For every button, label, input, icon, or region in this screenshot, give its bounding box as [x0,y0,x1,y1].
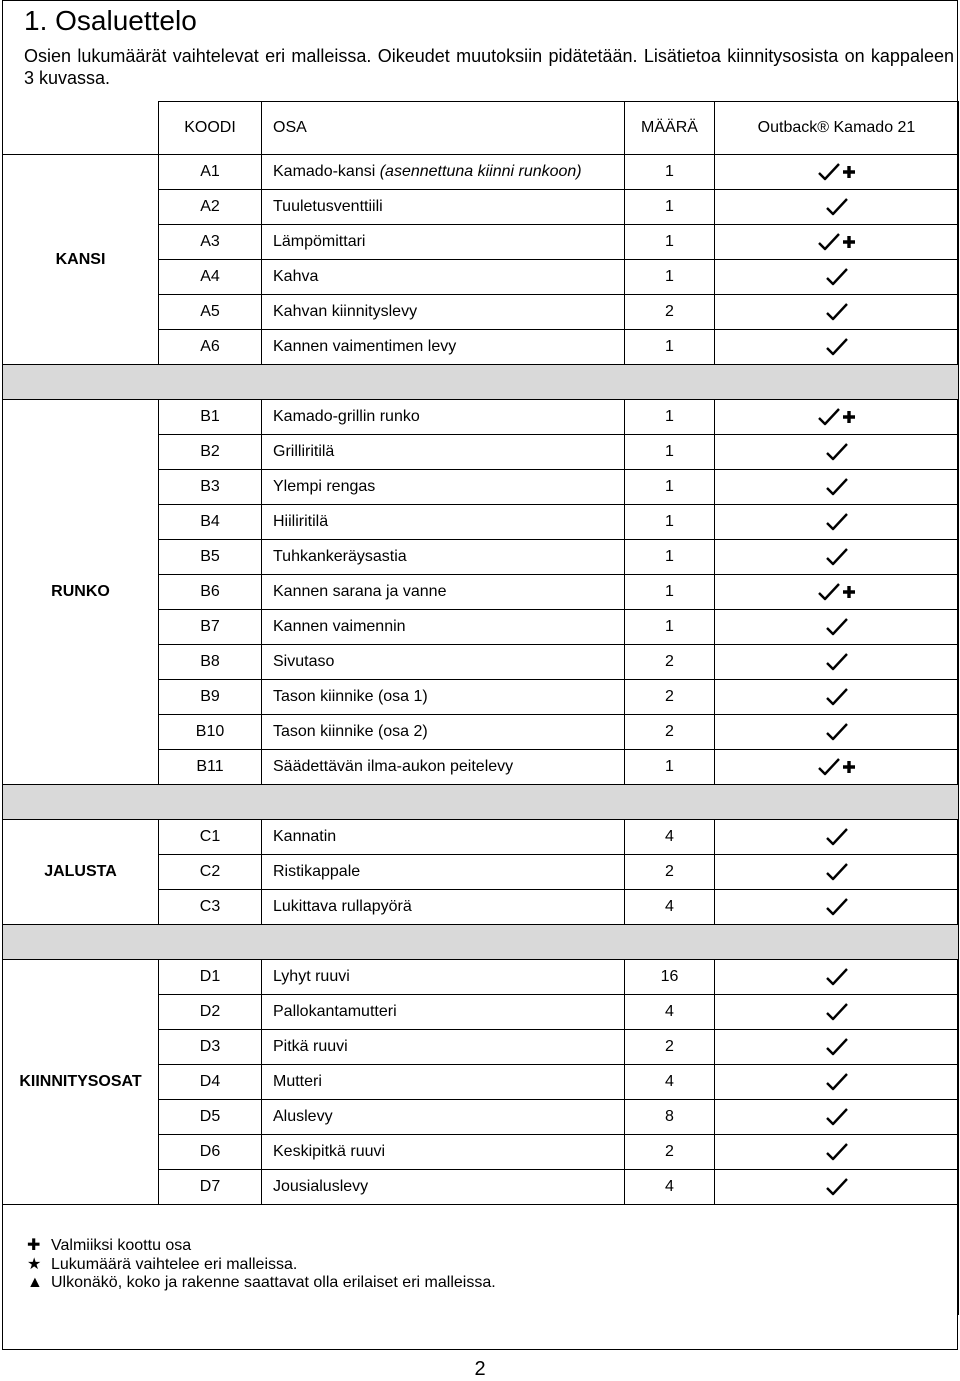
part-code: B10 [159,715,262,750]
part-name-cell [262,260,625,295]
part-code: B9 [159,680,262,715]
part-name: Sivutaso [273,653,335,670]
check-icon [825,547,849,567]
check-icon [825,1072,849,1092]
check-icon [817,407,841,427]
part-name: Kahva [273,268,319,285]
part-name: Pitkä ruuvi [273,1038,348,1055]
check-icon [825,337,849,357]
model-included-cell [715,225,959,260]
part-name-cell [262,1100,625,1135]
part-code: D3 [159,1030,262,1065]
part-name-cell [262,1170,625,1205]
header-code: KOODI [159,102,262,155]
check-icon [825,617,849,637]
parts-table [2,101,959,1315]
part-name-cell [262,715,625,750]
check-icon [825,302,849,322]
part-qty: 2 [625,295,715,330]
part-code: A1 [159,155,262,190]
model-included-cell [715,890,959,925]
part-code: A4 [159,260,262,295]
part-code: A3 [159,225,262,260]
part-code: D4 [159,1065,262,1100]
check-icon [817,162,841,182]
group-label: KANSI [3,155,159,365]
separator-cell [3,925,959,960]
model-included-cell [715,995,959,1030]
part-name-cell [262,1030,625,1065]
table-row [3,400,959,435]
part-qty: 1 [625,435,715,470]
model-included-cell [715,1100,959,1135]
model-included-cell [715,575,959,610]
model-included-cell [715,470,959,505]
part-name: Säädettävän ilma-aukon peitelevy [273,758,514,775]
part-code: B1 [159,400,262,435]
legend-item [27,1274,958,1293]
part-name-cell [262,890,625,925]
part-name-cell [262,995,625,1030]
model-included-cell [715,750,959,785]
part-name: Kannen sarana ja vanne [273,583,447,600]
table-row [3,155,959,190]
part-code: C1 [159,820,262,855]
part-qty: 4 [625,890,715,925]
part-qty: 1 [625,540,715,575]
part-name-cell [262,155,625,190]
check-icon [825,1142,849,1162]
check-icon [825,1177,849,1197]
part-code: B8 [159,645,262,680]
model-included-cell [715,400,959,435]
part-qty: 2 [625,855,715,890]
legend-item [27,1256,958,1275]
star-icon: ★ [27,1255,42,1273]
model-included-cell [715,680,959,715]
part-name-cell [262,190,625,225]
part-code: D2 [159,995,262,1030]
plus-icon [842,760,856,774]
part-name-cell [262,435,625,470]
check-icon [825,197,849,217]
group-separator [3,365,959,400]
page-number: 2 [474,1358,486,1380]
part-qty: 1 [625,575,715,610]
model-included-cell [715,1170,959,1205]
part-qty: 16 [625,960,715,995]
part-name: Hiiliritilä [273,513,329,530]
check-icon [817,232,841,252]
plus-icon [842,410,856,424]
part-name-cell [262,330,625,365]
group-label: JALUSTA [3,820,159,925]
part-name: Mutteri [273,1073,322,1090]
part-qty: 1 [625,330,715,365]
check-icon [817,582,841,602]
model-included-cell [715,610,959,645]
part-name: Kannen vaimennin [273,618,406,635]
part-qty: 1 [625,260,715,295]
part-code: B11 [159,750,262,785]
check-icon [825,722,849,742]
legend [3,1205,959,1315]
part-name: Kamado-kansi [273,163,376,180]
header-part: OSA [262,102,625,155]
part-name: Kahvan kiinnityslevy [273,303,418,320]
part-code: C3 [159,890,262,925]
part-code: D5 [159,1100,262,1135]
part-code: A5 [159,295,262,330]
table-row [3,960,959,995]
model-included-cell [715,820,959,855]
check-icon [825,1002,849,1022]
part-qty: 2 [625,1030,715,1065]
part-code: D7 [159,1170,262,1205]
part-qty: 1 [625,190,715,225]
model-included-cell [715,155,959,190]
part-name-cell [262,680,625,715]
check-icon [817,757,841,777]
part-name-cell [262,855,625,890]
model-included-cell [715,260,959,295]
part-name: Jousialuslevy [273,1178,369,1195]
model-included-cell [715,1065,959,1100]
part-name: Grilliritilä [273,443,335,460]
part-name-cell [262,1065,625,1100]
part-code: B3 [159,470,262,505]
group-separator [3,925,959,960]
header-empty-cell [3,102,159,155]
separator-cell [3,785,959,820]
part-name-cell [262,575,625,610]
part-name: Kannatin [273,828,337,845]
group-label: RUNKO [3,400,159,785]
legend-text: Valmiiksi koottu osa [51,1237,192,1254]
part-name-cell [262,470,625,505]
check-icon [825,897,849,917]
part-name-cell [262,295,625,330]
legend-text: Ulkonäkö, koko ja rakenne saattavat olla erilaiset eri malleissa. [51,1274,496,1291]
part-qty: 2 [625,1135,715,1170]
part-name-cell [262,225,625,260]
part-name: Ristikappale [273,863,361,880]
group-separator [3,785,959,820]
check-icon [825,1037,849,1057]
group-label: KIINNITYSOSAT [3,960,159,1205]
part-code: B6 [159,575,262,610]
intro-text: Osien lukumäärät vaihtelevat eri malleissa. Oikeudet muutoksiin pidätetään. Lisätietoa kiinnitysosista on kappaleen 3 kuvassa. [24,46,954,88]
model-included-cell [715,190,959,225]
part-code: D1 [159,960,262,995]
part-name: Lukittava rullapyörä [273,898,412,915]
part-code: A2 [159,190,262,225]
part-name: Kamado-grillin runko [273,408,420,425]
part-qty: 2 [625,645,715,680]
plus-icon [842,585,856,599]
legend-item [27,1237,958,1256]
check-icon [825,1107,849,1127]
check-icon [825,477,849,497]
legend-text: Lukumäärä vaihtelee eri malleissa. [51,1255,298,1273]
header-qty: MÄÄRÄ [625,102,715,155]
part-code: D6 [159,1135,262,1170]
part-name-cell [262,750,625,785]
part-code: A6 [159,330,262,365]
part-name-cell [262,400,625,435]
model-included-cell [715,540,959,575]
part-code: B7 [159,610,262,645]
model-included-cell [715,855,959,890]
part-name: Tason kiinnike (osa 1) [273,688,428,705]
group-separator [3,1205,959,1315]
part-qty: 1 [625,505,715,540]
part-name: Aluslevy [273,1108,333,1125]
check-icon [825,862,849,882]
part-qty: 4 [625,995,715,1030]
plus-icon [842,165,856,179]
part-code: B4 [159,505,262,540]
part-name: Lyhyt ruuvi [273,968,350,985]
check-icon [825,967,849,987]
check-icon [825,652,849,672]
part-name-cell [262,820,625,855]
part-name: Tuuletusventtiili [273,198,383,215]
part-name: Kannen vaimentimen levy [273,338,457,355]
check-icon [825,512,849,532]
part-code: C2 [159,855,262,890]
part-qty: 1 [625,155,715,190]
part-qty: 1 [625,225,715,260]
model-included-cell [715,960,959,995]
part-note: (asennettuna kiinni runkoon) [375,163,582,180]
part-name-cell [262,645,625,680]
plus-icon: ✚ [27,1237,41,1254]
part-qty: 2 [625,715,715,750]
part-code: B5 [159,540,262,575]
part-name-cell [262,540,625,575]
model-included-cell [715,715,959,750]
triangle-icon: ▲ [27,1274,43,1291]
part-name: Ylempi rengas [273,478,376,495]
check-icon [825,267,849,287]
check-icon [825,827,849,847]
model-included-cell [715,1135,959,1170]
part-name: Keskipitkä ruuvi [273,1143,386,1160]
part-name: Lämpömittari [273,233,366,250]
model-included-cell [715,295,959,330]
part-qty: 1 [625,400,715,435]
part-qty: 4 [625,820,715,855]
part-name: Pallokantamutteri [273,1003,397,1020]
part-name: Tason kiinnike (osa 2) [273,723,428,740]
plus-icon [842,235,856,249]
part-qty: 1 [625,610,715,645]
part-qty: 2 [625,680,715,715]
part-qty: 1 [625,750,715,785]
table-row [3,820,959,855]
check-icon [825,687,849,707]
model-included-cell [715,645,959,680]
table-header-row [3,102,959,155]
check-icon [825,442,849,462]
part-name-cell [262,610,625,645]
part-code: B2 [159,435,262,470]
part-qty: 4 [625,1170,715,1205]
part-qty: 4 [625,1065,715,1100]
part-name-cell [262,960,625,995]
part-name-cell [262,1135,625,1170]
part-qty: 1 [625,470,715,505]
model-included-cell [715,435,959,470]
model-included-cell [715,330,959,365]
separator-cell [3,365,959,400]
model-included-cell [715,1030,959,1065]
section-title: 1. Osaluettelo [24,5,197,36]
part-name: Tuhkankeräysastia [273,548,407,565]
model-included-cell [715,505,959,540]
part-qty: 8 [625,1100,715,1135]
header-model: Outback® Kamado 21 [715,102,959,155]
part-name-cell [262,505,625,540]
